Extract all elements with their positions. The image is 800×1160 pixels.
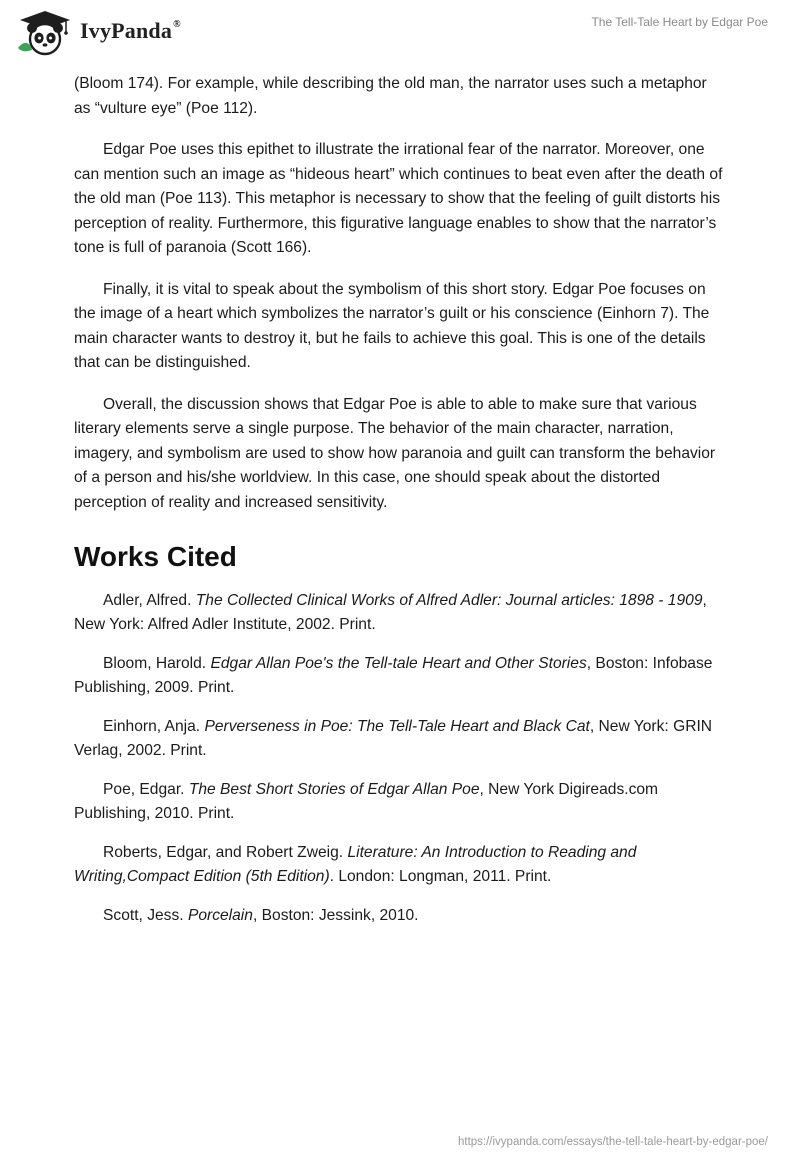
- essay-content: [74, 72, 726, 943]
- panda-logo-icon[interactable]: [14, 8, 76, 58]
- body-paragraph: Overall, the discussion shows that Edgar Poe is able to able to make sure that various literary elements serve a single purpose. The behavior of the main character, narration, imagery, and symbolism are used to show how paranoia and guilt can transform the behavior of a person and his/she worldview. In this case, one should speak about the distorted perception of reality and increased sensitivity.: [74, 395, 716, 511]
- source-url-link[interactable]: https://ivypanda.com/essays/the-tell-tale-heart-by-edgar-poe/: [457, 1136, 768, 1148]
- brand-name[interactable]: IvyPanda®: [80, 18, 181, 43]
- citation-entry: Scott, Jess. Porcelain, Boston: Jessink, 2010.: [103, 907, 419, 924]
- citation-entry: Einhorn, Anja. Perverseness in Poe: The Tell-Tale Heart and Black Cat, New York: GRIN Verlag, 2002. Print.: [74, 718, 713, 759]
- body-paragraph: Finally, it is vital to speak about the symbolism of this short story. Edgar Poe focuses on the image of a heart which symbolizes the narrator’s guilt or his conscience (Einhorn 7). The main character wants to destroy it, but he fails to achieve this goal. This is one of the details that can be distinguished.: [74, 280, 710, 371]
- body-paragraph: Edgar Poe uses this epithet to illustrate the irrational fear of the narrator. Moreover, one can mention such an image as “hideous heart” which continues to beat even after the death of the old man (Poe 113). This metaphor is necessary to show that the feeling of guilt distorts his perception of reality. Furthermore, this figurative language enables to show that the narrator’s tone is full of paranoia (Scott 166).: [74, 141, 723, 256]
- citation-entry: Roberts, Edgar, and Robert Zweig. Literature: An Introduction to Reading and Writing,Compact Edition (5th Edition). London: Longman, 2011. Print.: [74, 844, 637, 885]
- page-header: [0, 0, 800, 70]
- body-paragraph: (Bloom 174). For example, while describing the old man, the narrator uses such a metaphor as “vulture eye” (Poe 112).: [74, 75, 707, 117]
- works-cited-heading: Works Cited: [74, 541, 237, 572]
- citation-entry: Poe, Edgar. The Best Short Stories of Edgar Allan Poe, New York Digireads.com Publishing, 2010. Print.: [74, 781, 659, 822]
- citation-entry: Adler, Alfred. The Collected Clinical Works of Alfred Adler: Journal articles: 1898 - 1909, New York: Alfred Adler Institute, 2002. Print.: [74, 592, 707, 633]
- citation-entry: Bloom, Harold. Edgar Allan Poe's the Tell-tale Heart and Other Stories, Boston: Infobase Publishing, 2009. Print.: [74, 655, 713, 696]
- document-title: The Tell-Tale Heart by Edgar Poe: [591, 15, 768, 29]
